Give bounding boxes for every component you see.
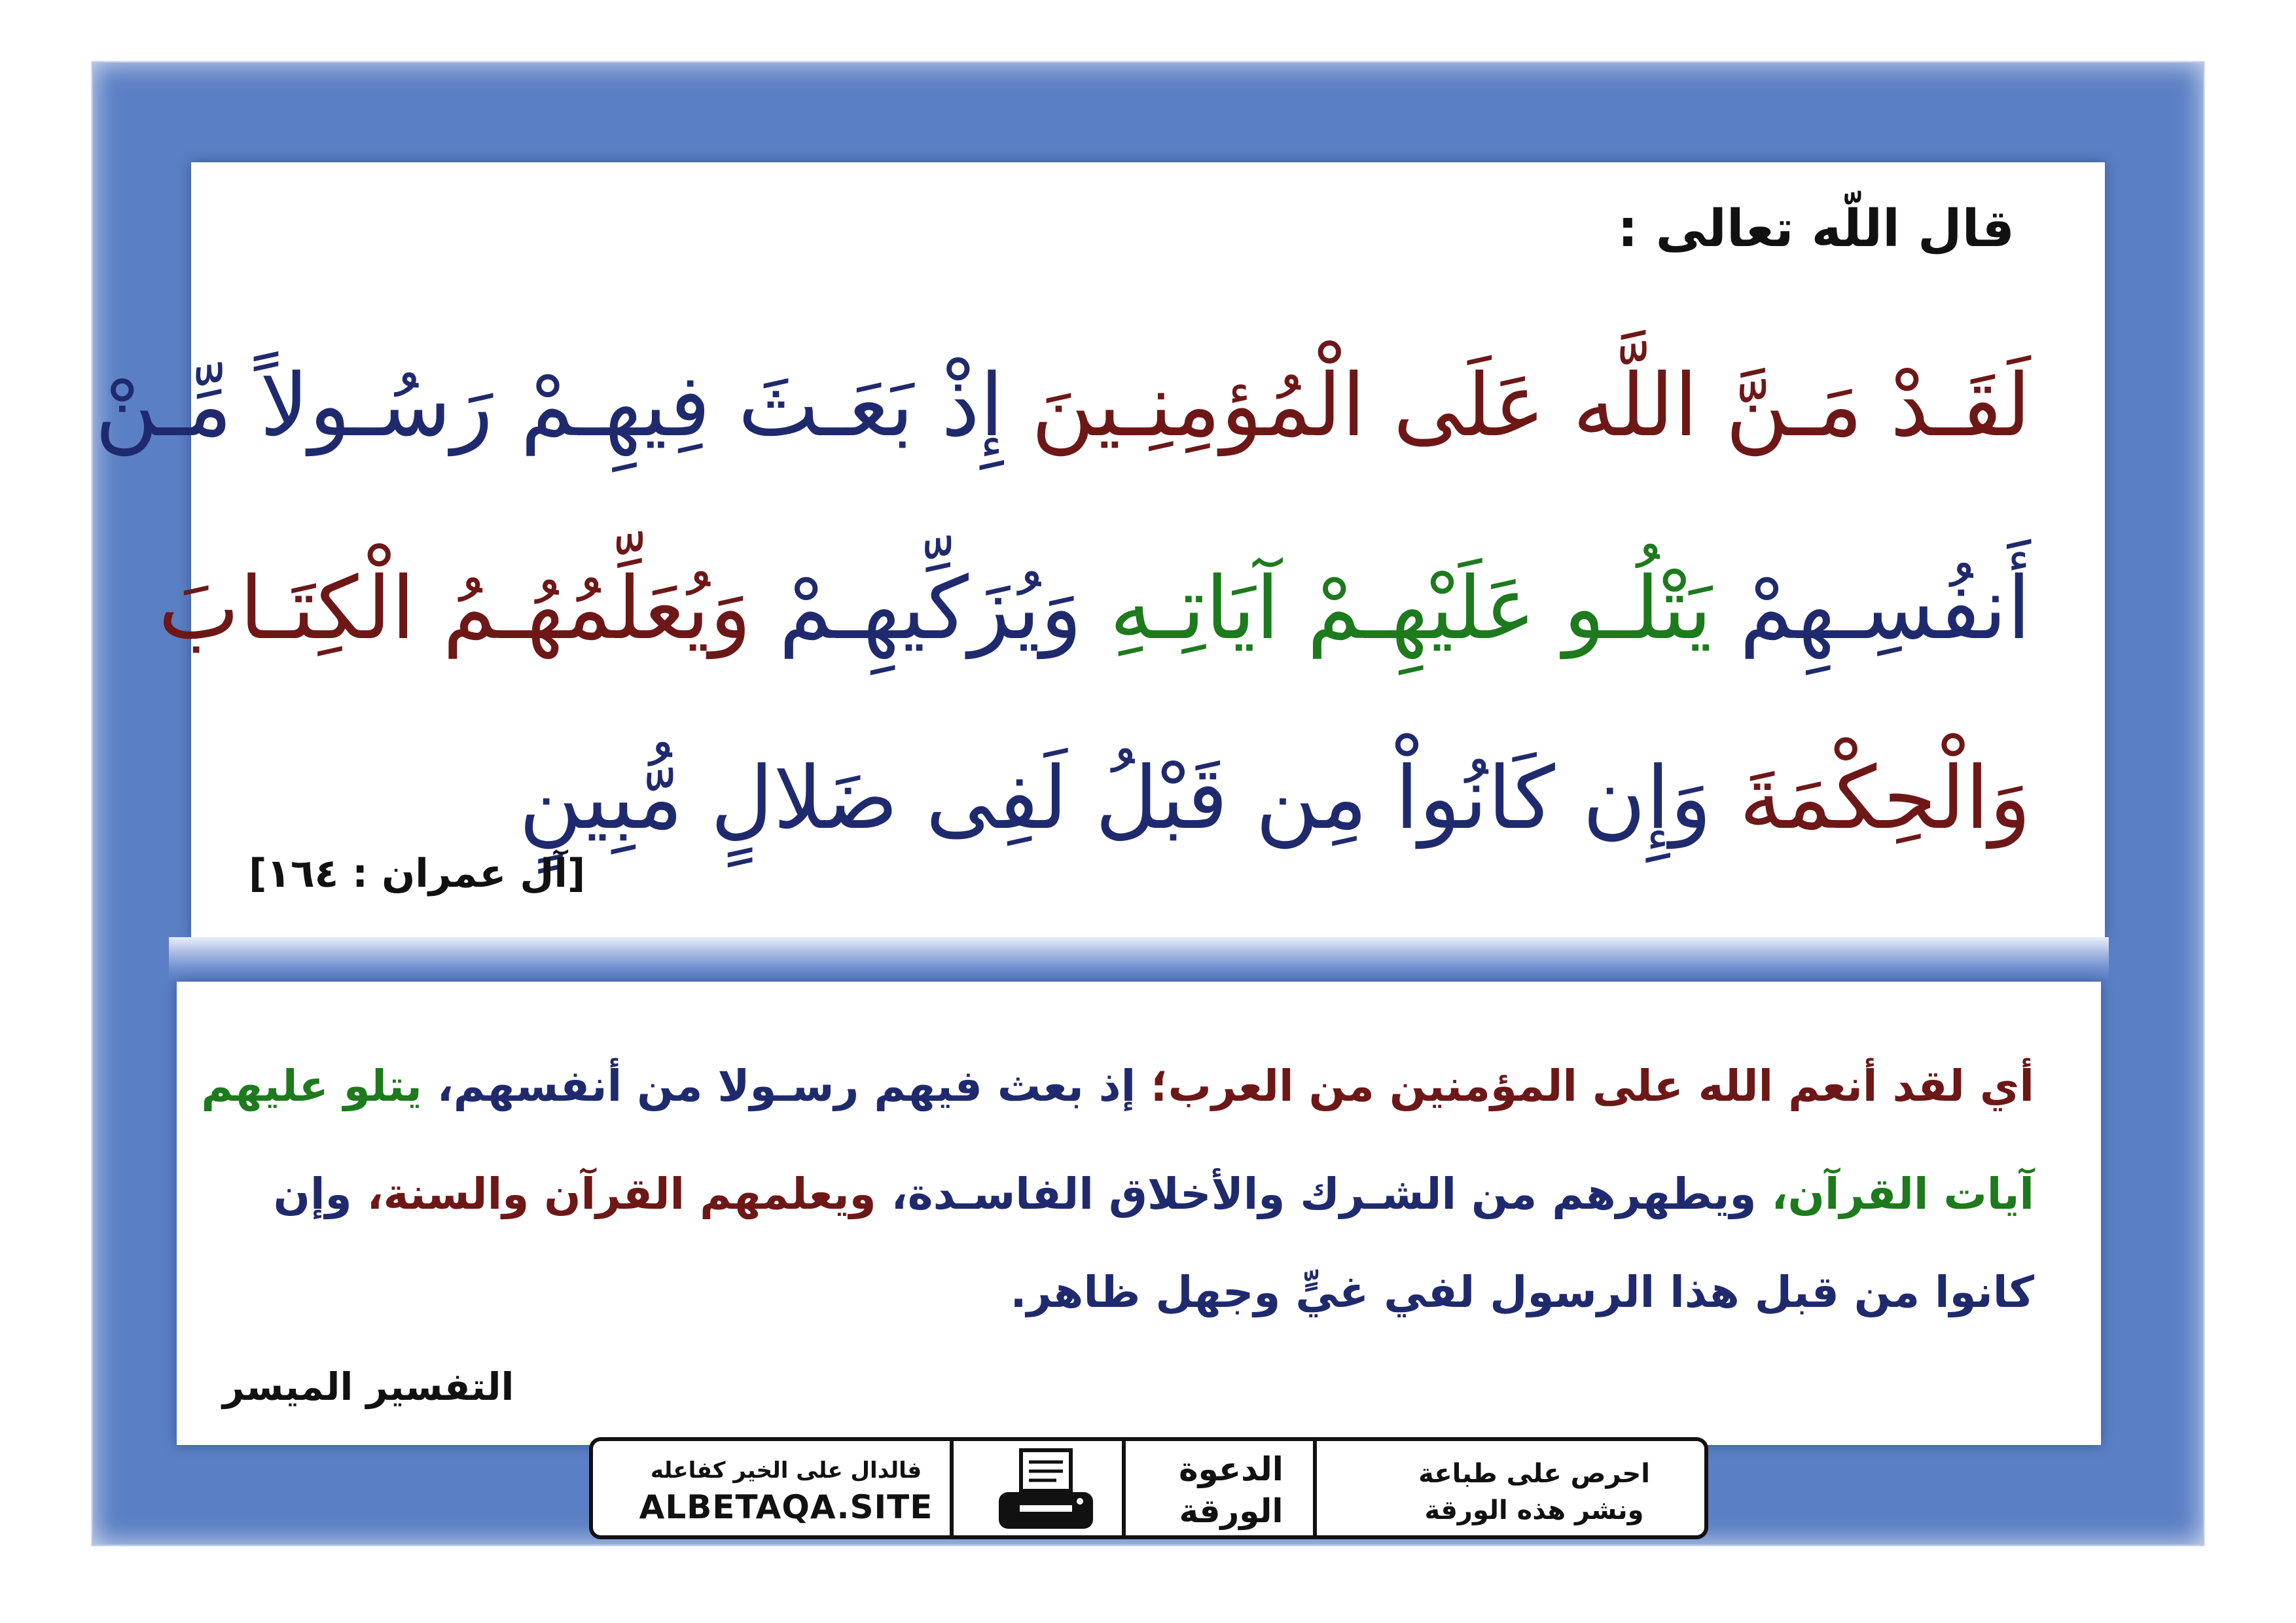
tafsir-line-3 — [202, 1260, 2034, 1325]
footer-call-to-action — [1390, 1455, 1678, 1529]
tafsir-segment: إذ بعث فيهم رسـولا من أنفسهم، — [422, 1061, 1136, 1111]
footer-separator — [1313, 1441, 1317, 1535]
verse-segment: إِذْ بَعَـثَ فِيهِـمْ رَسُـولاً مِّـنْ — [94, 355, 1004, 456]
tafsir-line-2 — [202, 1162, 2034, 1227]
tafsir-segment: أي لقد أنعم الله على المؤمنين من العرب؛ — [1136, 1061, 2034, 1111]
tafsir-source: التفسير الميسر — [223, 1364, 514, 1409]
tafsir-segment: كانوا من قبل هذا الرسول لفي غيٍّ وجهل ظاهر. — [1010, 1267, 2034, 1317]
footer-slogan: فالدال على الخير كفاعله — [650, 1457, 922, 1484]
tafsir-segment: ويعلمهم القرآن والسنة، — [351, 1169, 876, 1219]
footer-separator — [1122, 1441, 1126, 1535]
verse-segment: وَإِن كَانُواْ مِن قَبْلُ لَفِى ضَلالٍ مُّبِينٍ — [518, 748, 1712, 849]
panel-divider — [169, 937, 2109, 982]
verse-segment: وَيُعَلِّمُهُـمُ الْكِتَـابَ — [158, 558, 751, 659]
verse-line-1 — [81, 350, 2031, 461]
verse-segment: وَيُزَكِّيهِـمْ — [751, 558, 1083, 659]
tafsir-segment: يتلو عليهم — [201, 1061, 422, 1111]
verse-segment: وَالْحِكْمَةَ — [1712, 748, 2031, 849]
footer-separator — [950, 1441, 954, 1535]
footer-site-link[interactable]: ALBETAQA.SITE — [639, 1488, 933, 1526]
footer-cta-line-2: ونشر هذه الورقة — [1424, 1495, 1644, 1525]
tafsir-segment: ويطهرهم من الشـرك والأخلاق الفاسـدة، — [876, 1169, 1757, 1219]
verse-segment: أَنفُسِـهِمْ — [1712, 558, 2031, 659]
printer-icon — [994, 1445, 1098, 1537]
verse-segment: لَقَـدْ مَـنَّ اللَّه عَلَى الْمُؤمِنِـينَ — [1003, 355, 2031, 456]
footer-site-block — [632, 1454, 940, 1527]
logo-word-top: الدعوة — [1179, 1450, 1283, 1488]
albetaqa-logo — [1162, 1446, 1300, 1537]
verse-reference: [آل عمران : ١٦٤] — [249, 851, 586, 897]
tafsir-segment: آيات القرآن، — [1756, 1169, 2034, 1219]
footer-cta-line-1: احرص على طباعة — [1418, 1459, 1650, 1489]
logo-word-bottom: الورقة — [1179, 1492, 1283, 1530]
verse-line-2 — [81, 553, 2031, 664]
verse-segment: يَتْلُـو عَلَيْهِـمْ آيَاتِـهِ — [1082, 558, 1712, 659]
tafsir-segment: وإن — [273, 1169, 352, 1219]
verse-line-3 — [81, 743, 2031, 854]
verse-intro: قال اللّه تعالى : — [1617, 200, 2015, 259]
footer-banner — [589, 1437, 1708, 1539]
tafsir-line-1 — [202, 1054, 2034, 1119]
